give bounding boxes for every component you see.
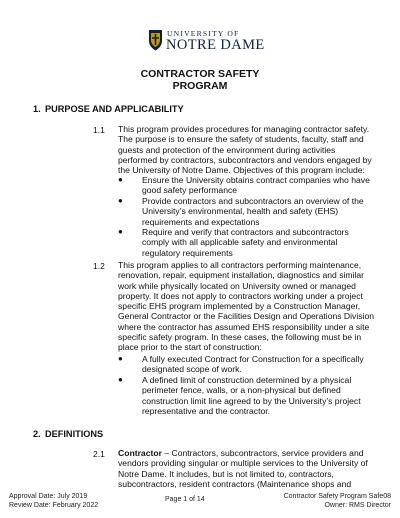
item-1-2-number: 1.2 (93, 261, 105, 271)
footer-program-info (284, 492, 391, 510)
bullet-1-2-b: A defined limit of construction determined by a physical perimeter fence, walls, or a non-physical but defined construction limit line agreed to by the University’s project representative and the contractor. (142, 375, 361, 416)
bullet-1-2-a: A fully executed Contract for Construction for a specifically designated scope of work. (142, 354, 364, 375)
section-2-heading: DEFINITIONS (45, 429, 104, 439)
section-1-number: 1. (33, 104, 41, 114)
logo-notre-dame: NOTRE DAME (166, 37, 265, 53)
bullet-1-1-c: Require and verify that contractors and subcontractors comply with all applicable safety and environmental regulatory requirements (142, 227, 349, 258)
page-title-line-1: CONTRACTOR SAFETY (140, 68, 260, 80)
footer-page-number: Page 1 of 14 (165, 496, 205, 503)
item-1-1-number: 1.1 (93, 125, 105, 135)
section-2-number: 2. (33, 429, 41, 439)
page-title-line-2: PROGRAM (172, 80, 228, 92)
bullet-1-1-b: Provide contractors and subcontractors an overview of the University’s environmental, health and safety (EHS) requirements and expectations (142, 196, 364, 227)
logo-university-of: UNIVERSITY OF (167, 29, 240, 38)
footer-program-name: Contractor Safety Program Safe08 (283, 493, 391, 500)
bullet-1-1-a: Ensure the University obtains contract companies who have good safety performance (142, 175, 370, 196)
footer-dates (9, 492, 98, 510)
definition-term: Contractor (118, 448, 162, 458)
footer-owner: Owner: RMS Director (324, 502, 391, 509)
bullet-icon: ● (118, 196, 123, 205)
bullet-icon: ● (118, 227, 123, 236)
item-1-1-text: This program provides procedures for managing contractor safety. The purpose is to ensure the safety of students, faculty, staff and guests and protection of the environment during activities performed by contractors, subcontractors and vendors engaged by the University of Notre Dame. Objectives of this program include: (118, 124, 372, 175)
bullet-icon: ● (118, 375, 123, 384)
footer-review-date: Review Date: February 2022 (9, 502, 99, 509)
bullet-icon: ● (118, 175, 123, 184)
item-1-2-text: This program applies to all contractors performing maintenance, renovation, repair, equipment installation, diagnostics and similar work while physically located on University owned or managed property. It does not apply to contractors working under a project specific EHS program implemented by a Construction Manager, General Contractor or the Facilities Design and Operations Division where the contractor has assumed EHS responsibility under a site specific safety program. In these cases, the following must be in place prior to the start of construction: (118, 260, 375, 352)
footer-approval-date: Approval Date: July 2019 (9, 493, 88, 500)
university-seal-icon (148, 29, 163, 51)
section-1-heading: PURPOSE AND APPLICABILITY (45, 104, 184, 114)
item-2-1-number: 2.1 (93, 449, 105, 459)
bullet-icon: ● (118, 354, 123, 363)
item-2-1-text: Contractor – Contractors, subcontractors, service providers and vendors providing singular or multiple services to the University of Notre Dame. It includes, but is not limited to, contractors, subcontractors, resident contractors (Maintenance shops and (118, 448, 368, 489)
university-logo (148, 28, 265, 58)
